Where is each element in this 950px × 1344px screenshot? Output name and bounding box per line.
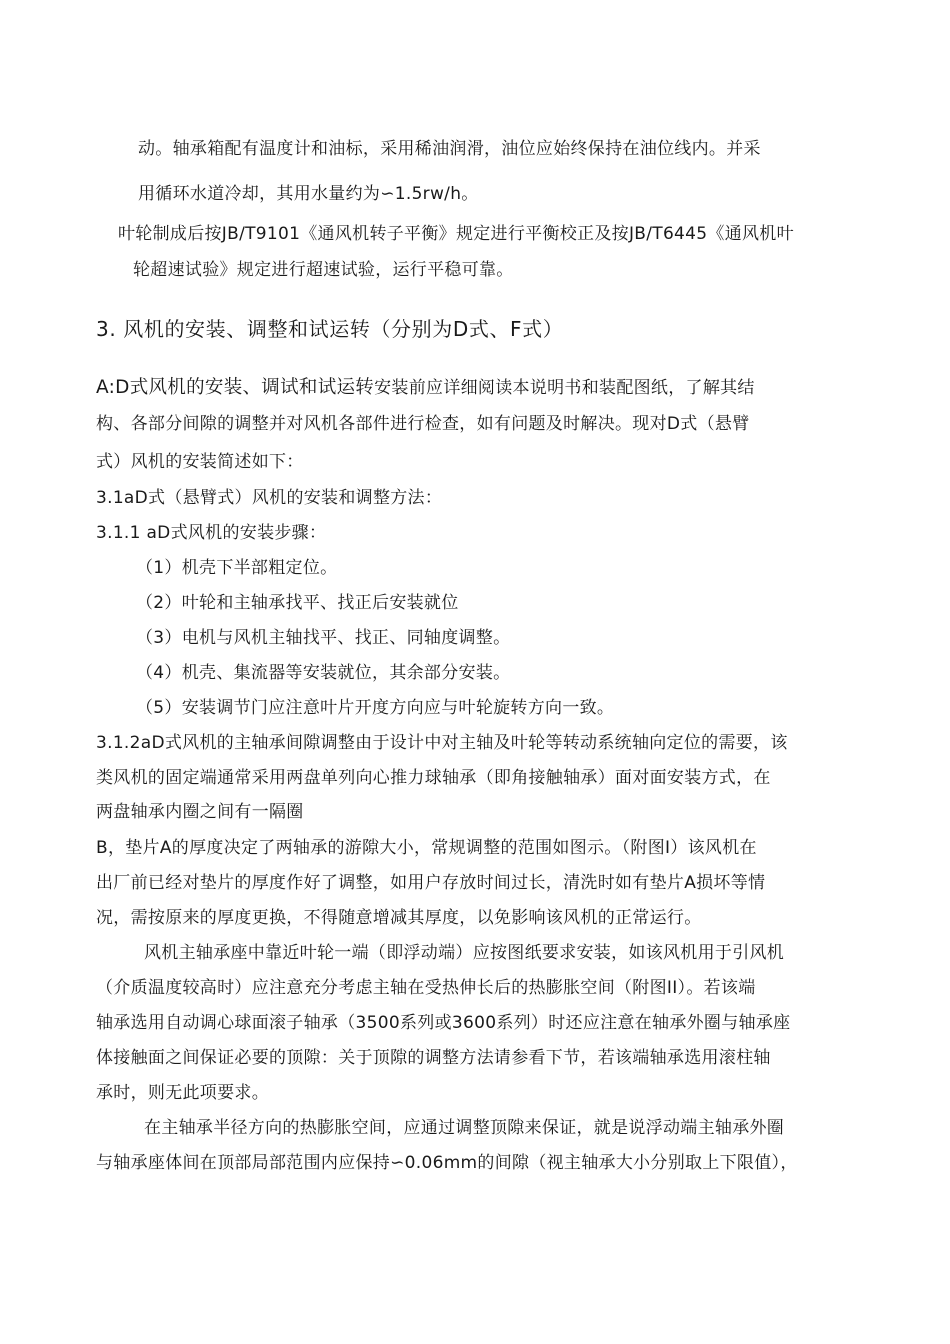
part-a-title: A:D式风机的安装、调试和试运转	[96, 377, 375, 398]
part-a-line-2: 构、各部分间隙的调整并对风机各部件进行检查，如有问题及时解决。现对D式（悬臂	[96, 414, 750, 434]
float-end-line-4: 体接触面之间保证必要的顶隙：关于顶隙的调整方法请参看下节，若该端轴承选用滚柱轴	[96, 1048, 771, 1068]
s312-line-2: 类风机的固定端通常采用两盘单列向心推力球轴承（即角接触轴承）面对面安装方式，在	[96, 768, 771, 788]
install-step-5: （5）安装调节门应注意叶片开度方向应与叶轮旋转方向一致。	[136, 698, 615, 718]
section-3-1-title: 3.1aD式（悬臂式）风机的安装和调整方法：	[96, 488, 443, 508]
part-a-line-1	[96, 377, 755, 399]
float-end-line-2: （介质温度较高时）应注意充分考虑主轴在受热伸长后的热膨胀空间（附图II）。若该端	[96, 978, 756, 998]
intro-line-4: 轮超速试验》规定进行超速试验，运行平稳可靠。	[133, 260, 514, 280]
part-a-intro: 安装前应详细阅读本说明书和装配图纸，了解其结	[374, 378, 755, 398]
s312-line-4: B，垫片A的厚度决定了两轴承的游隙大小，常规调整的范围如图示。（附图I）该风机在	[96, 838, 757, 858]
install-step-1: （1）机壳下半部粗定位。	[136, 558, 338, 578]
install-step-4: （4）机壳、集流器等安装就位，其余部分安装。	[136, 663, 511, 683]
s312-line-3: 两盘轴承内圈之间有一隔圈	[96, 802, 304, 822]
part-a-line-3: 式）风机的安装简述如下：	[96, 452, 304, 472]
section-3-1-1-title: 3.1.1 aD式风机的安装步骤：	[96, 523, 327, 543]
top-gap-line-2: 与轴承座体间在顶部局部范围内应保持∽0.06mm的间隙（视主轴承大小分别取上下限值），	[96, 1153, 798, 1173]
section-3-heading: 3. 风机的安装、调整和试运转（分别为D式、F式）	[96, 317, 564, 341]
intro-line-3: 叶轮制成后按JB/T9101《通风机转子平衡》规定进行平衡校正及按JB/T6445《通风机叶	[118, 224, 794, 244]
s312-line-5: 出厂前已经对垫片的厚度作好了调整，如用户存放时间过长，清洗时如有垫片A损坏等情	[96, 873, 766, 893]
float-end-line-1: 风机主轴承座中靠近叶轮一端（即浮动端）应按图纸要求安装，如该风机用于引风机	[144, 943, 785, 963]
float-end-line-5: 承时，则无此项要求。	[96, 1083, 269, 1103]
float-end-line-3: 轴承选用自动调心球面滚子轴承（3500系列或3600系列）时还应注意在轴承外圈与轴承座	[96, 1013, 791, 1033]
s312-line-1: 3.1.2aD式风机的主轴承间隙调整由于设计中对主轴及叶轮等转动系统轴向定位的需要，该	[96, 733, 788, 753]
intro-line-2: 用循环水道冷却，其用水量约为∽1.5rw/h。	[138, 184, 479, 204]
s312-line-6: 况，需按原来的厚度更换，不得随意增减其厚度，以免影响该风机的正常运行。	[96, 908, 702, 928]
top-gap-line-1: 在主轴承半径方向的热膨胀空间，应通过调整顶隙来保证，就是说浮动端主轴承外圈	[144, 1118, 785, 1138]
intro-line-1: 动。轴承箱配有温度计和油标，采用稀油润滑，油位应始终保持在油位线内。并采	[138, 139, 761, 159]
install-step-2: （2）叶轮和主轴承找平、找正后安装就位	[136, 593, 459, 613]
install-step-3: （3）电机与风机主轴找平、找正、同轴度调整。	[136, 628, 511, 648]
